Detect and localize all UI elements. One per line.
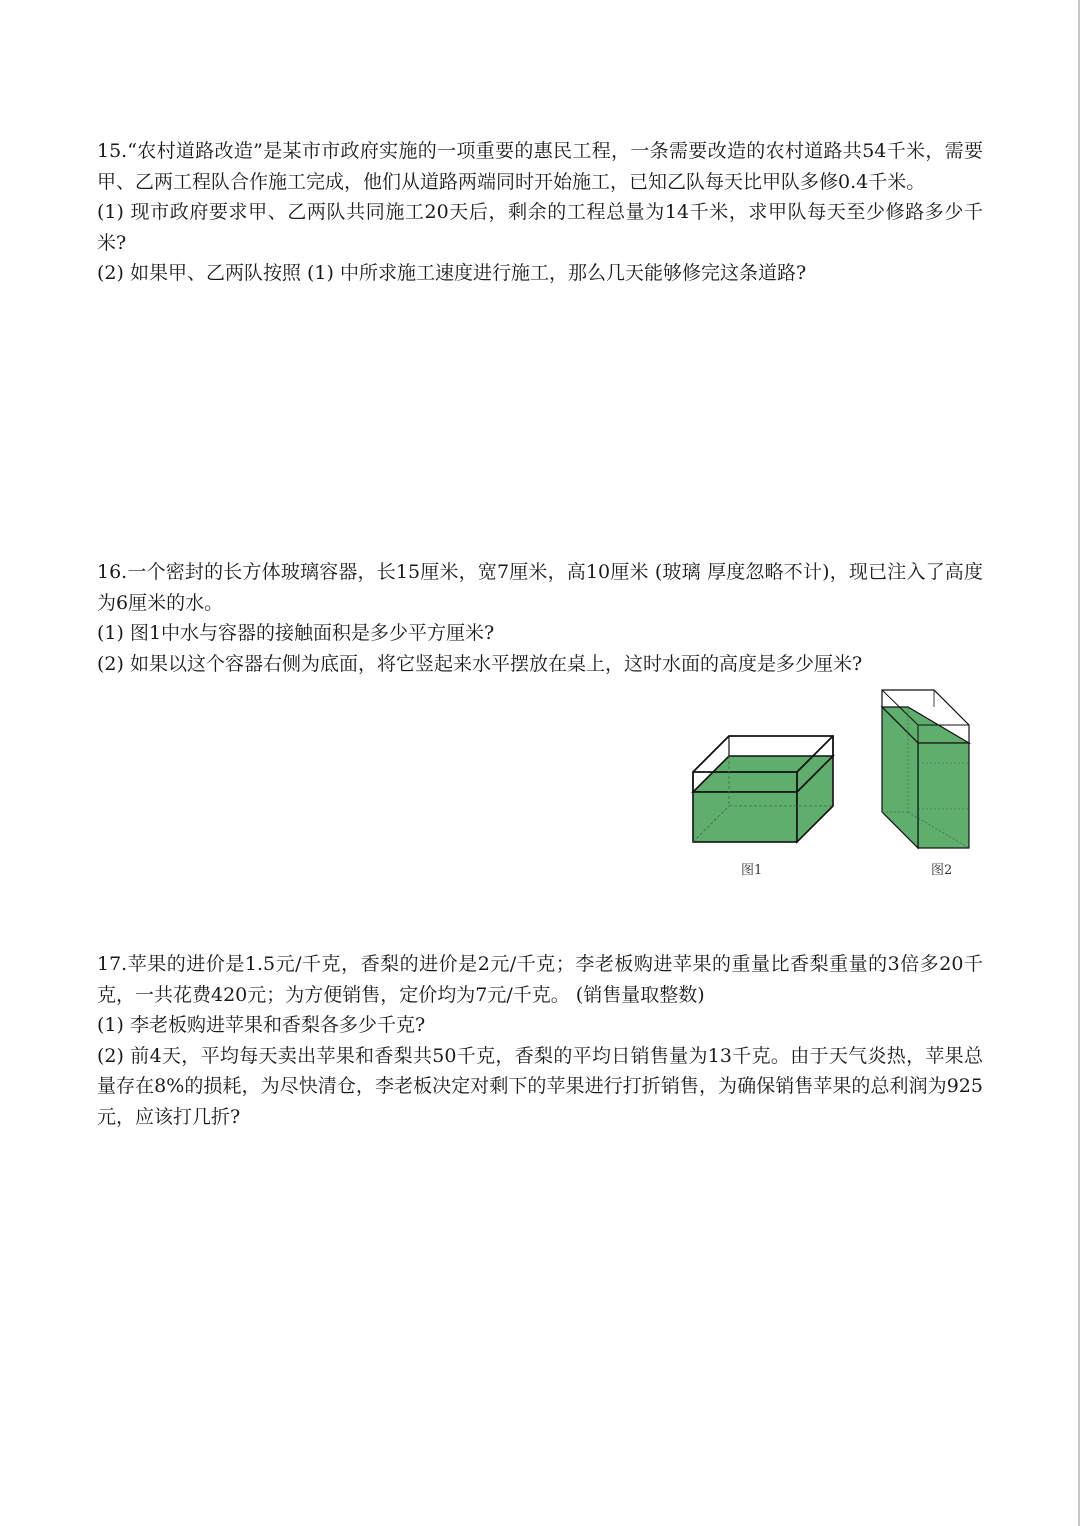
figure-1-caption: 图1 bbox=[741, 863, 763, 878]
problem-17-question-2: (2) 前4天，平均每天卖出苹果和香梨共50千克，香梨的平均日销售量为13千克。由于天气炎热，苹果总量存在8%的损耗，为尽快清仓，李老板决定对剩下的苹果进行打折销售，为确保销售苹果的总利润为925元，应该打几折? bbox=[97, 1044, 983, 1128]
problem-17 bbox=[97, 949, 983, 1132]
problem-16-question-1: (1) 图1中水与容器的接触面积是多少平方厘米? bbox=[97, 622, 495, 644]
problem-15-question-2: (2) 如果甲、乙两队按照 (1) 中所求施工速度进行施工，那么几天能够修完这条道路? bbox=[97, 262, 807, 284]
problem-15 bbox=[97, 136, 983, 289]
problem-16-stem: 16.一个密封的长方体玻璃容器，长15厘米，宽7厘米，高10厘米 (玻璃 厚度忽略不计)，现已注入了高度为6厘米的水。 bbox=[97, 561, 983, 614]
figure-1-horizontal-container bbox=[688, 732, 840, 844]
problem-17-stem: 17.苹果的进价是1.5元/千克，香梨的进价是2元/千克；李老板购进苹果的重量比香梨重量的3倍多20千克，一共花费420元；为方便销售，定价均为7元/千克。 (销售量取整数) bbox=[97, 953, 983, 1006]
problem-16 bbox=[97, 557, 983, 679]
problem-16-question-2: (2) 如果以这个容器右侧为底面，将它竖起来水平摆放在桌上，这时水面的高度是多少厘米? bbox=[97, 652, 863, 675]
figure-2-caption: 图2 bbox=[931, 863, 953, 878]
problem-15-question-1: (1) 现市政府要求甲、乙两队共同施工20天后，剩余的工程总量为14千米，求甲队每天至少修路多少千米? bbox=[97, 201, 983, 254]
problem-17-question-1: (1) 李老板购进苹果和香梨各多少千克? bbox=[97, 1014, 426, 1036]
figure-2-upright-container bbox=[876, 687, 976, 852]
fig2-water-front bbox=[918, 743, 969, 848]
problem-15-stem: 15.“农村道路改造”是某市市政府实施的一项重要的惠民工程，一条需要改造的农村道路共54千米，需要甲、乙两工程队合作施工完成，他们从道路两端同时开始施工，已知乙队每天比甲队多修0.4千米。 bbox=[97, 140, 983, 193]
fig1-water-front bbox=[693, 792, 797, 842]
